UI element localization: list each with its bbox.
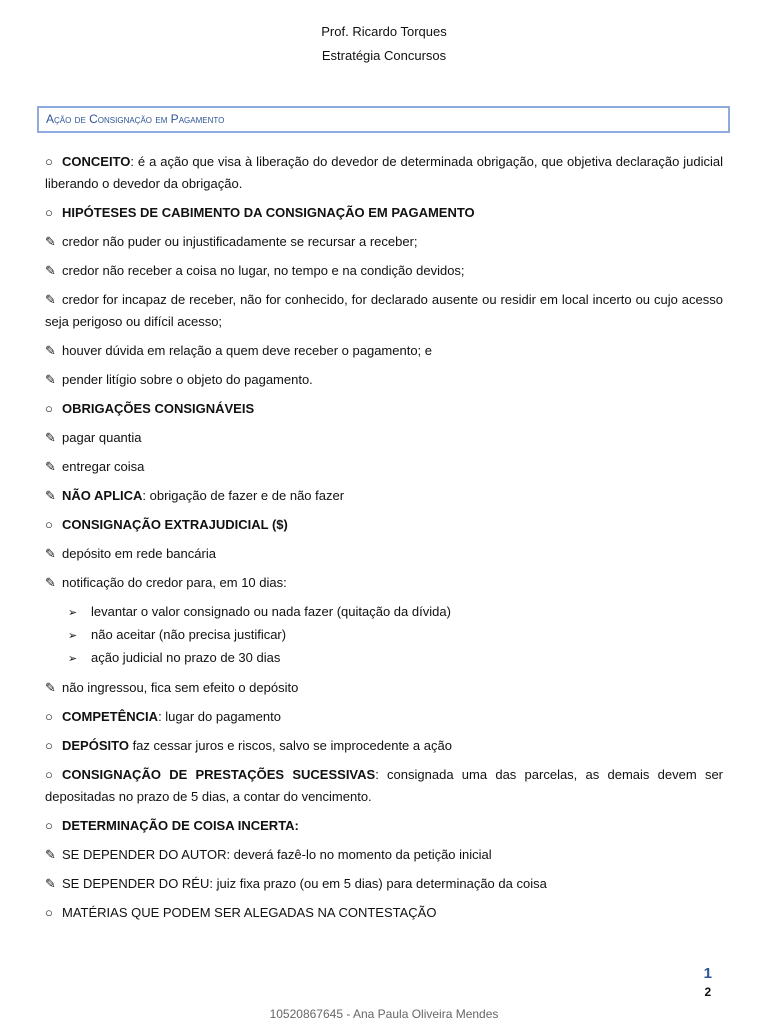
circle-bullet-icon: ○ <box>45 905 53 920</box>
hipoteses-heading <box>45 202 723 224</box>
conceito-paragraph <box>45 151 723 195</box>
page-total: 2 <box>704 985 712 999</box>
page-number <box>704 964 712 1000</box>
list-item <box>45 485 723 507</box>
extrajudicial-heading <box>45 514 723 536</box>
pointer-icon: ✎ <box>45 847 56 862</box>
pointer-icon: ✎ <box>45 292 56 307</box>
hipotese-text: credor não receber a coisa no lugar, no tempo e na condição devidos; <box>62 263 465 278</box>
list-item <box>45 456 723 478</box>
competencia-label: COMPETÊNCIA <box>62 709 159 724</box>
list-item <box>45 677 723 699</box>
deposito-paragraph <box>45 735 723 757</box>
pointer-icon: ✎ <box>45 876 56 891</box>
list-item <box>45 427 723 449</box>
header-author: Prof. Ricardo Torques <box>321 24 447 39</box>
pointer-icon: ✎ <box>45 263 56 278</box>
document-body <box>45 151 723 931</box>
sub-list-item <box>45 624 723 647</box>
obrigacao-text: pagar quantia <box>62 430 142 445</box>
sub-item-text: levantar o valor consignado ou nada fazer (quitação da dívida) <box>91 604 451 619</box>
prestacoes-label: CONSIGNAÇÃO DE PRESTAÇÕES SUCESSIVAS <box>62 767 376 782</box>
deposito-label: DEPÓSITO <box>62 738 129 753</box>
nao-aplica-label: NÃO APLICA <box>62 488 143 503</box>
obrigacoes-title: OBRIGAÇÕES CONSIGNÁVEIS <box>62 401 255 416</box>
hipotese-text: credor não puder ou injustificadamente se recursar a receber; <box>62 234 418 249</box>
hipotese-text: credor for incapaz de receber, não for conhecido, for declarado ausente ou residir em local incerto ou cujo acesso seja perigoso ou difícil acesso; <box>45 292 723 329</box>
pointer-icon: ✎ <box>45 488 56 503</box>
list-item <box>45 543 723 565</box>
header-org: Estratégia Concursos <box>321 48 447 63</box>
sub-list-item <box>45 601 723 624</box>
coisa-incerta-heading <box>45 815 723 837</box>
obrigacao-text: entregar coisa <box>62 459 145 474</box>
watermark-footer: 10520867645 - Ana Paula Oliveira Mendes <box>269 1007 499 1021</box>
section-title: Ação de Consignação em Pagamento <box>46 112 225 126</box>
circle-bullet-icon: ○ <box>45 767 53 782</box>
circle-bullet-icon: ○ <box>45 709 53 724</box>
sub-item-text: ação judicial no prazo de 30 dias <box>91 650 281 665</box>
pointer-icon: ✎ <box>45 372 56 387</box>
circle-bullet-icon: ○ <box>45 205 53 220</box>
page-current: 1 <box>703 965 712 982</box>
materias-paragraph <box>45 902 723 924</box>
arrowhead-icon: ➢ <box>68 630 78 642</box>
circle-bullet-icon: ○ <box>45 154 53 169</box>
list-item <box>45 289 723 333</box>
prestacoes-paragraph <box>45 764 723 808</box>
hipotese-text: pender litígio sobre o objeto do pagamento. <box>62 372 313 387</box>
list-item <box>45 231 723 253</box>
list-item <box>45 260 723 282</box>
extrajudicial-text: depósito em rede bancária <box>62 546 216 561</box>
arrowhead-icon: ➢ <box>68 607 78 619</box>
section-title-box <box>37 106 730 133</box>
pointer-icon: ✎ <box>45 546 56 561</box>
pointer-icon: ✎ <box>45 430 56 445</box>
circle-bullet-icon: ○ <box>45 517 53 532</box>
obrigacoes-heading <box>45 398 723 420</box>
pointer-icon: ✎ <box>45 575 56 590</box>
pointer-icon: ✎ <box>45 459 56 474</box>
list-item <box>45 340 723 362</box>
hipoteses-title: HIPÓTESES DE CABIMENTO DA CONSIGNAÇÃO EM PAGAMENTO <box>62 205 475 220</box>
page-header <box>0 20 768 68</box>
deposito-text: faz cessar juros e riscos, salvo se improcedente a ação <box>128 738 452 753</box>
sub-list-item <box>45 647 723 670</box>
pointer-icon: ✎ <box>45 234 56 249</box>
prestacoes-text: : consignada uma das parcelas, as demais devem ser depositadas no prazo de 5 dias, a contar do vencimento. <box>45 767 724 804</box>
competencia-paragraph <box>45 706 723 728</box>
circle-bullet-icon: ○ <box>45 818 53 833</box>
pointer-icon: ✎ <box>45 680 56 695</box>
coisa-incerta-text: SE DEPENDER DO AUTOR: deverá fazê-lo no momento da petição inicial <box>62 847 492 862</box>
conceito-label: CONCEITO <box>62 154 131 169</box>
coisa-incerta-title: DETERMINAÇÃO DE COISA INCERTA: <box>62 818 299 833</box>
list-item <box>45 844 723 866</box>
coisa-incerta-text: SE DEPENDER DO RÉU: juiz fixa prazo (ou em 5 dias) para determinação da coisa <box>62 876 547 891</box>
hipotese-text: houver dúvida em relação a quem deve receber o pagamento; e <box>62 343 433 358</box>
competencia-text: : lugar do pagamento <box>158 709 281 724</box>
extrajudicial-title: CONSIGNAÇÃO EXTRAJUDICIAL ($) <box>62 517 288 532</box>
conceito-text: : é a ação que visa à liberação do devedor de determinada obrigação, que objetiva declaração judicial liberando o devedor da obrigação. <box>45 154 723 191</box>
nao-ingressou-text: não ingressou, fica sem efeito o depósito <box>62 680 299 695</box>
circle-bullet-icon: ○ <box>45 401 53 416</box>
nao-aplica-text: : obrigação de fazer e de não fazer <box>142 488 345 503</box>
pointer-icon: ✎ <box>45 343 56 358</box>
extrajudicial-text: notificação do credor para, em 10 dias: <box>62 575 287 590</box>
extrajudicial-sublist <box>45 601 723 670</box>
list-item <box>45 369 723 391</box>
sub-item-text: não aceitar (não precisa justificar) <box>91 627 287 642</box>
materias-text: MATÉRIAS QUE PODEM SER ALEGADAS NA CONTESTAÇÃO <box>62 905 437 920</box>
list-item <box>45 873 723 895</box>
arrowhead-icon: ➢ <box>68 653 78 665</box>
list-item <box>45 572 723 594</box>
circle-bullet-icon: ○ <box>45 738 53 753</box>
